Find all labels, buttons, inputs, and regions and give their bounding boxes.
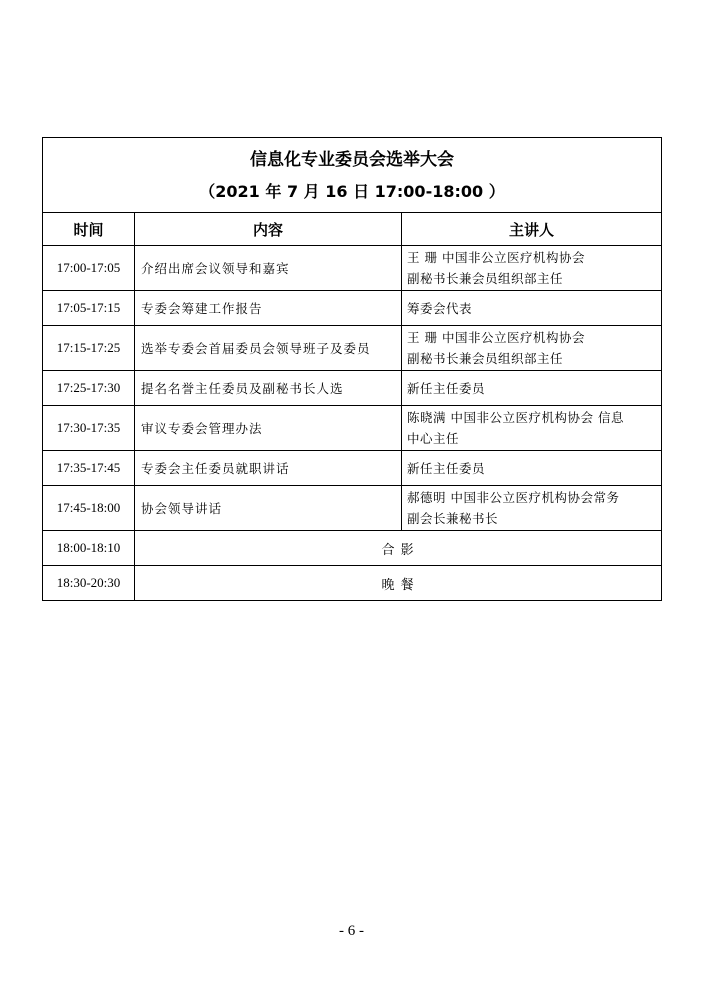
row-activity: 晚 餐 bbox=[135, 566, 662, 601]
row-content: 提名名誉主任委员及副秘书长人选 bbox=[135, 371, 402, 406]
row-content: 专委会筹建工作报告 bbox=[135, 291, 402, 326]
table-row bbox=[43, 246, 662, 291]
speaker-line: 中心主任 bbox=[407, 431, 460, 446]
row-activity: 合 影 bbox=[135, 531, 662, 566]
row-time: 17:25-17:30 bbox=[43, 371, 135, 406]
row-speaker bbox=[402, 406, 662, 451]
row-time: 17:15-17:25 bbox=[43, 326, 135, 371]
speaker-line: 王 珊 中国非公立医疗机构协会 bbox=[407, 330, 585, 345]
speaker-line: 郝德明 中国非公立医疗机构协会常务 bbox=[407, 490, 620, 505]
table-row-span bbox=[43, 531, 662, 566]
speaker-line: 王 珊 中国非公立医疗机构协会 bbox=[407, 250, 585, 265]
table-row bbox=[43, 291, 662, 326]
document-title: 信息化专业委员会选举大会 bbox=[250, 150, 454, 170]
table-row bbox=[43, 451, 662, 486]
table-row bbox=[43, 326, 662, 371]
row-time: 17:45-18:00 bbox=[43, 486, 135, 531]
table-row-span bbox=[43, 566, 662, 601]
row-time: 18:00-18:10 bbox=[43, 531, 135, 566]
row-time: 18:30-20:30 bbox=[43, 566, 135, 601]
row-content: 专委会主任委员就职讲话 bbox=[135, 451, 402, 486]
speaker-line: 副秘书长兼会员组织部主任 bbox=[407, 351, 564, 366]
table-row bbox=[43, 406, 662, 451]
row-speaker: 新任主任委员 bbox=[402, 451, 662, 486]
header-content: 内容 bbox=[135, 213, 402, 246]
table-header-row bbox=[43, 213, 662, 246]
row-time: 17:00-17:05 bbox=[43, 246, 135, 291]
row-content: 审议专委会管理办法 bbox=[135, 406, 402, 451]
row-time: 17:05-17:15 bbox=[43, 291, 135, 326]
row-time: 17:30-17:35 bbox=[43, 406, 135, 451]
row-time: 17:35-17:45 bbox=[43, 451, 135, 486]
speaker-line: 陈晓满 中国非公立医疗机构协会 信息 bbox=[407, 410, 624, 425]
speaker-line: 副秘书长兼会员组织部主任 bbox=[407, 271, 564, 286]
row-speaker: 新任主任委员 bbox=[402, 371, 662, 406]
row-speaker bbox=[402, 326, 662, 371]
row-speaker: 筹委会代表 bbox=[402, 291, 662, 326]
document-subtitle: （2021 年 7 月 16 日 17:00-18:00 ） bbox=[199, 182, 505, 201]
title-cell bbox=[43, 138, 662, 213]
row-content: 选举专委会首届委员会领导班子及委员 bbox=[135, 326, 402, 371]
agenda-table bbox=[42, 137, 662, 601]
header-time: 时间 bbox=[43, 213, 135, 246]
row-speaker bbox=[402, 246, 662, 291]
row-content: 协会领导讲话 bbox=[135, 486, 402, 531]
row-speaker bbox=[402, 486, 662, 531]
speaker-line: 副会长兼秘书长 bbox=[407, 511, 499, 526]
row-content: 介绍出席会议领导和嘉宾 bbox=[135, 246, 402, 291]
page-number: - 6 - bbox=[339, 923, 364, 939]
table-row bbox=[43, 486, 662, 531]
table-row bbox=[43, 371, 662, 406]
header-speaker: 主讲人 bbox=[402, 213, 662, 246]
